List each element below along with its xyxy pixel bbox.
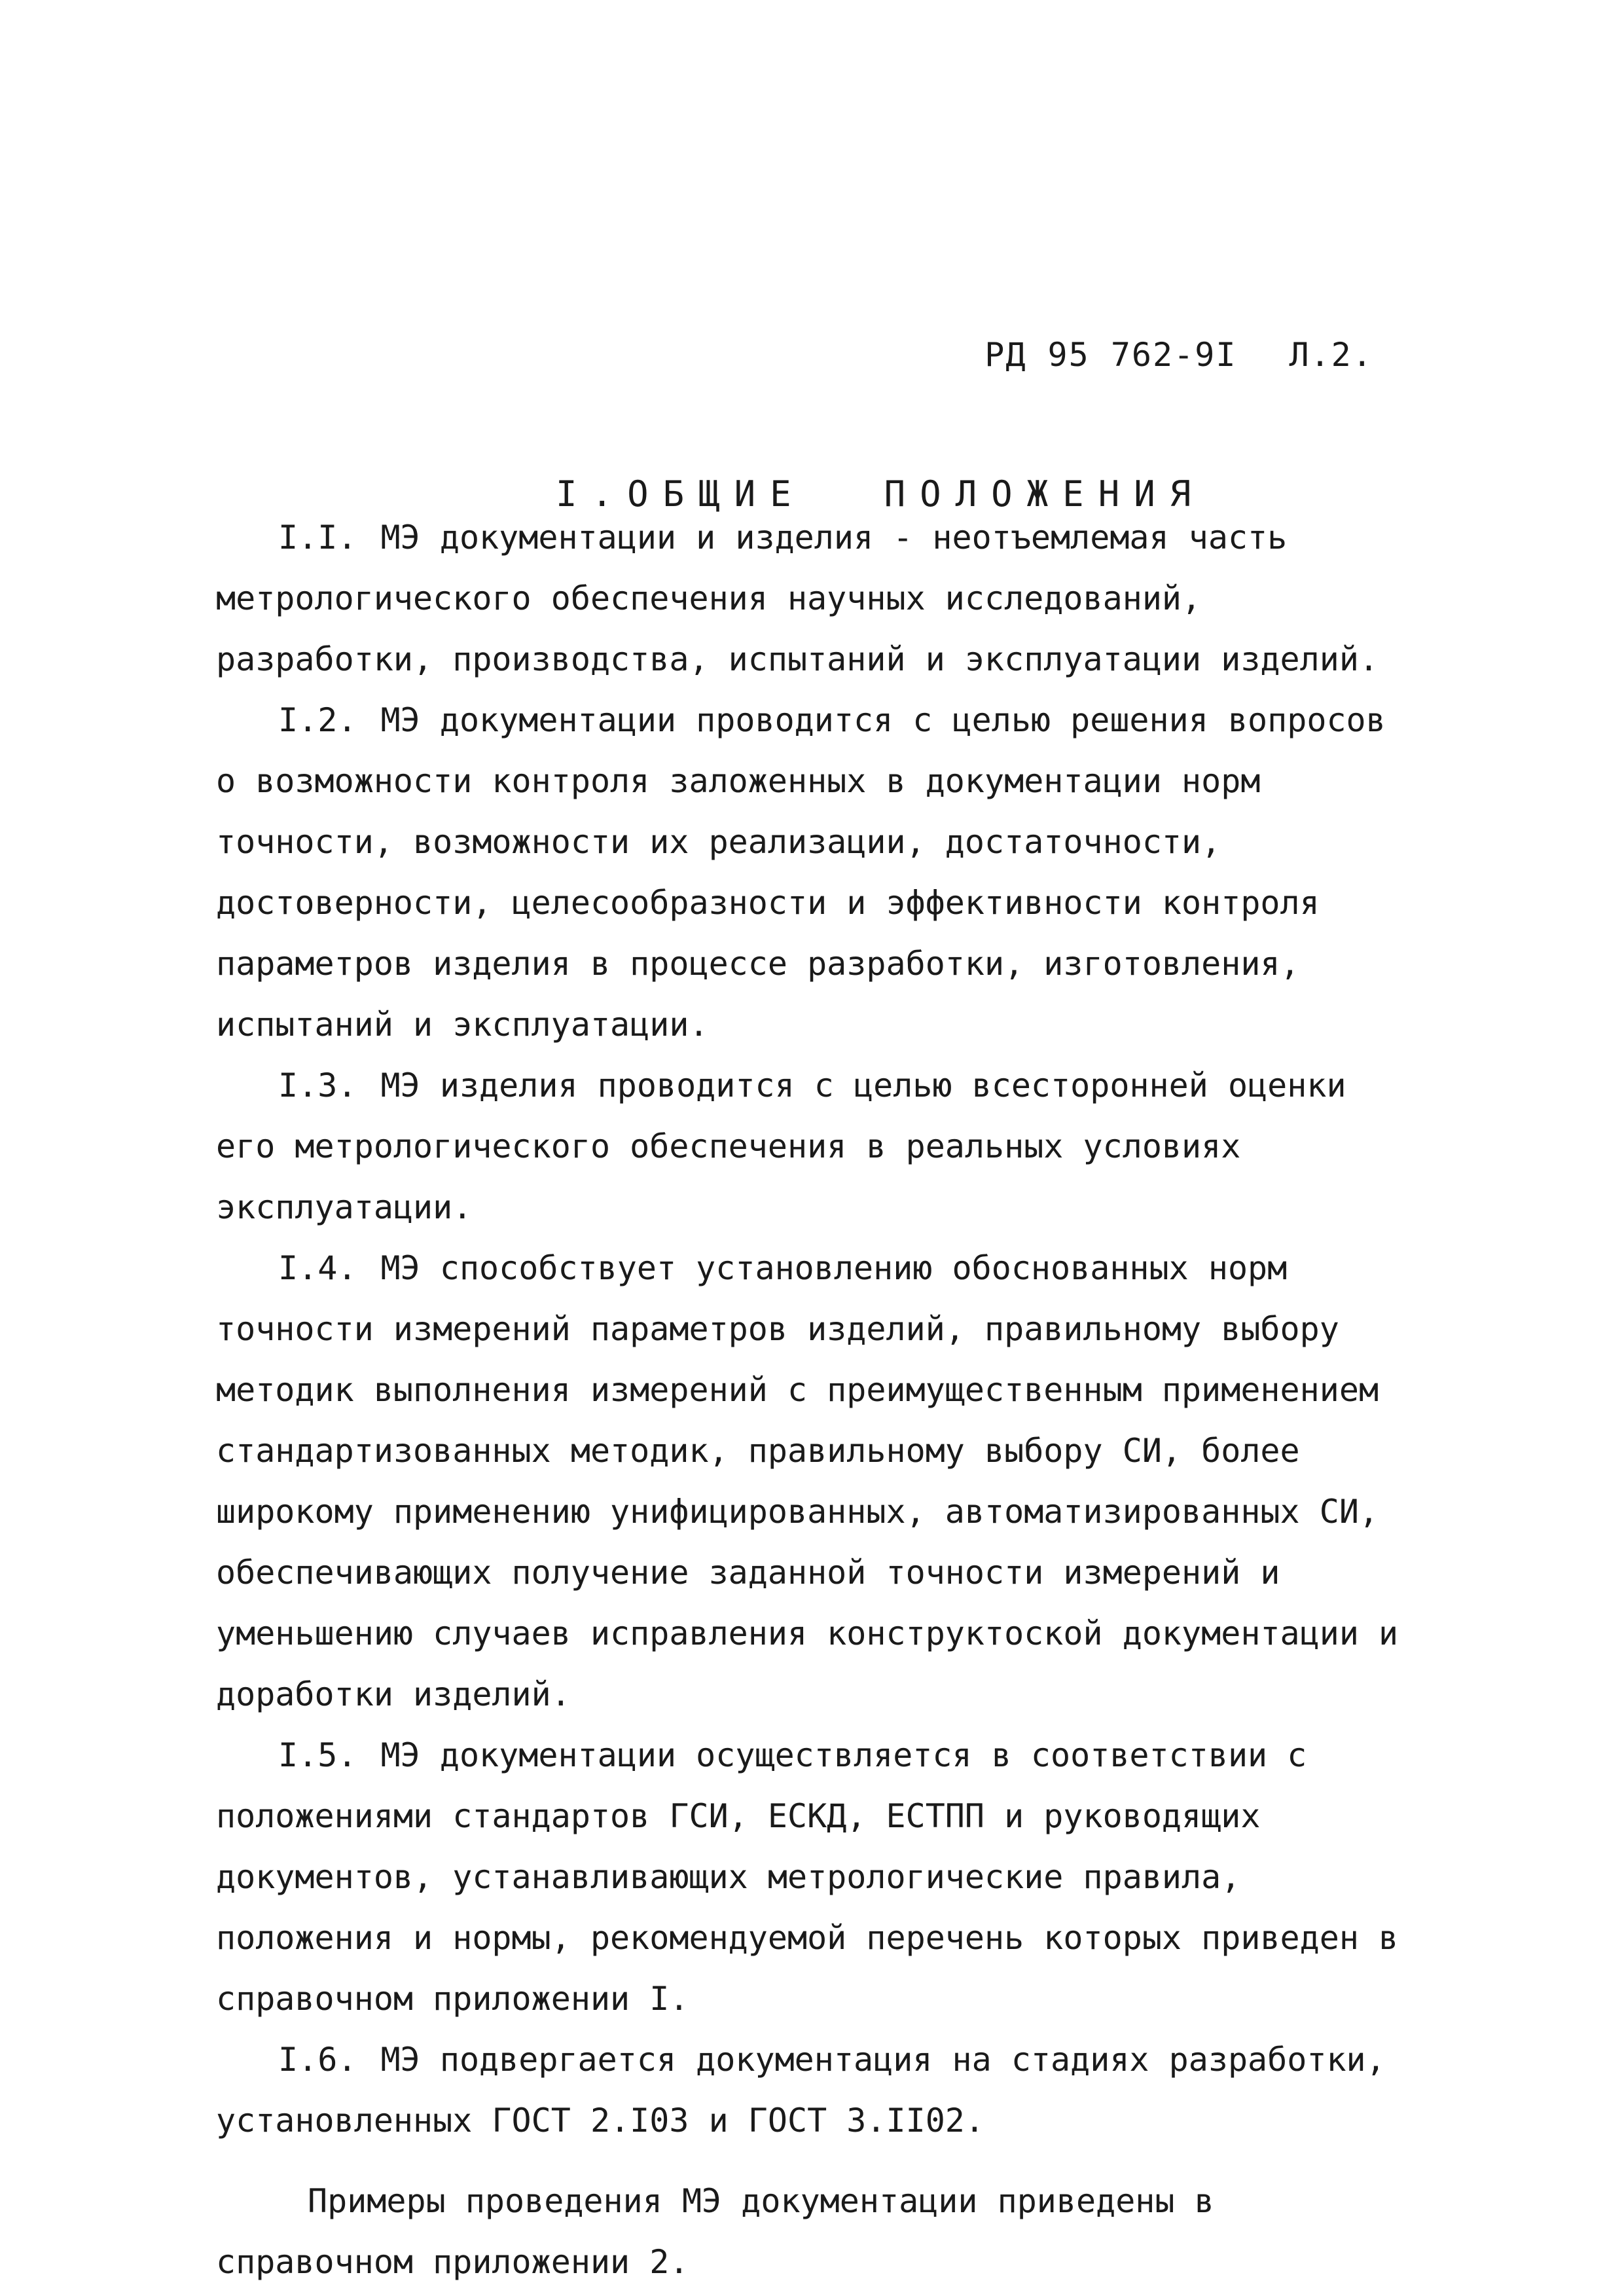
paragraph-number: I.2. (278, 701, 357, 739)
section-title (484, 432, 1205, 515)
paragraph-1-6 (216, 2030, 1407, 2151)
section-title-word-1: ОБЩИЕ (627, 473, 806, 515)
paragraph-1-3 (216, 1055, 1407, 1238)
sheet-number: Л.2. (1289, 336, 1373, 374)
paragraph-1-2 (216, 690, 1407, 1055)
paragraph-text: МЭ изделия проводится с целью всесторонней оценки его метрологического обеспечения в реальных условиях эксплуатации. (216, 1066, 1346, 1226)
examples-paragraph: Примеры проведения МЭ документации приведены в справочном приложении 2. (216, 2182, 1214, 2281)
page-header (943, 298, 1373, 374)
paragraph-number: I.I. (278, 519, 357, 556)
section-title-word-2: ПОЛОЖЕНИЯ (884, 473, 1206, 515)
paragraph-1-4 (216, 1238, 1407, 1725)
paragraph-text: МЭ подвергается документация на стадиях разработки, установленных ГОСТ 2.I03 и ГОСТ 3.II02. (216, 2041, 1386, 2140)
paragraph-text: МЭ документации осуществляется в соответствии с положениями стандартов ГСИ, ЕСКД, ЕСТПП и руководящих документов, устанавливающих метрологические правила, положения и нормы, рекомендуемой перечень которых приведен в справочном приложении I. (216, 1736, 1399, 2018)
section-number: I. (556, 473, 628, 515)
paragraph-text: МЭ документации проводится с целью решения вопросов о возможности контроля заложенных в документации норм точности, возможности их реализации, достаточности, достоверности, целесообразности и эффективности контроля параметров изделия в процессе разработки, изготовления, испытаний и эксплуатации. (216, 701, 1386, 1044)
paragraph-number: I.5. (278, 1736, 357, 1774)
paragraph-1-5 (216, 1725, 1407, 2030)
paragraph-number: I.4. (278, 1249, 357, 1287)
document-code: РД 95 762-9I (984, 336, 1237, 374)
document-body (216, 507, 1407, 2293)
paragraph-text: МЭ документации и изделия - неотъемлемая часть метрологического обеспечения научных исследований, разработки, производства, испытаний и эксплуатации изделий. (216, 519, 1379, 678)
paragraph-text: МЭ способствует установлению обоснованных норм точности измерений параметров изделий, правильному выбору методик выполнения измерений с преимущественным применением стандартизованных методик, правильному выбору СИ, более широкому применению унифицированных, автоматизированных СИ, обеспечивающих получение заданной точности измерений и уменьшению случаев исправления конструктоской документации и доработки изделий. (216, 1249, 1399, 1713)
paragraph-1-1 (216, 507, 1407, 690)
paragraph-number: I.3. (278, 1066, 357, 1104)
paragraph-number: I.6. (278, 2041, 357, 2079)
